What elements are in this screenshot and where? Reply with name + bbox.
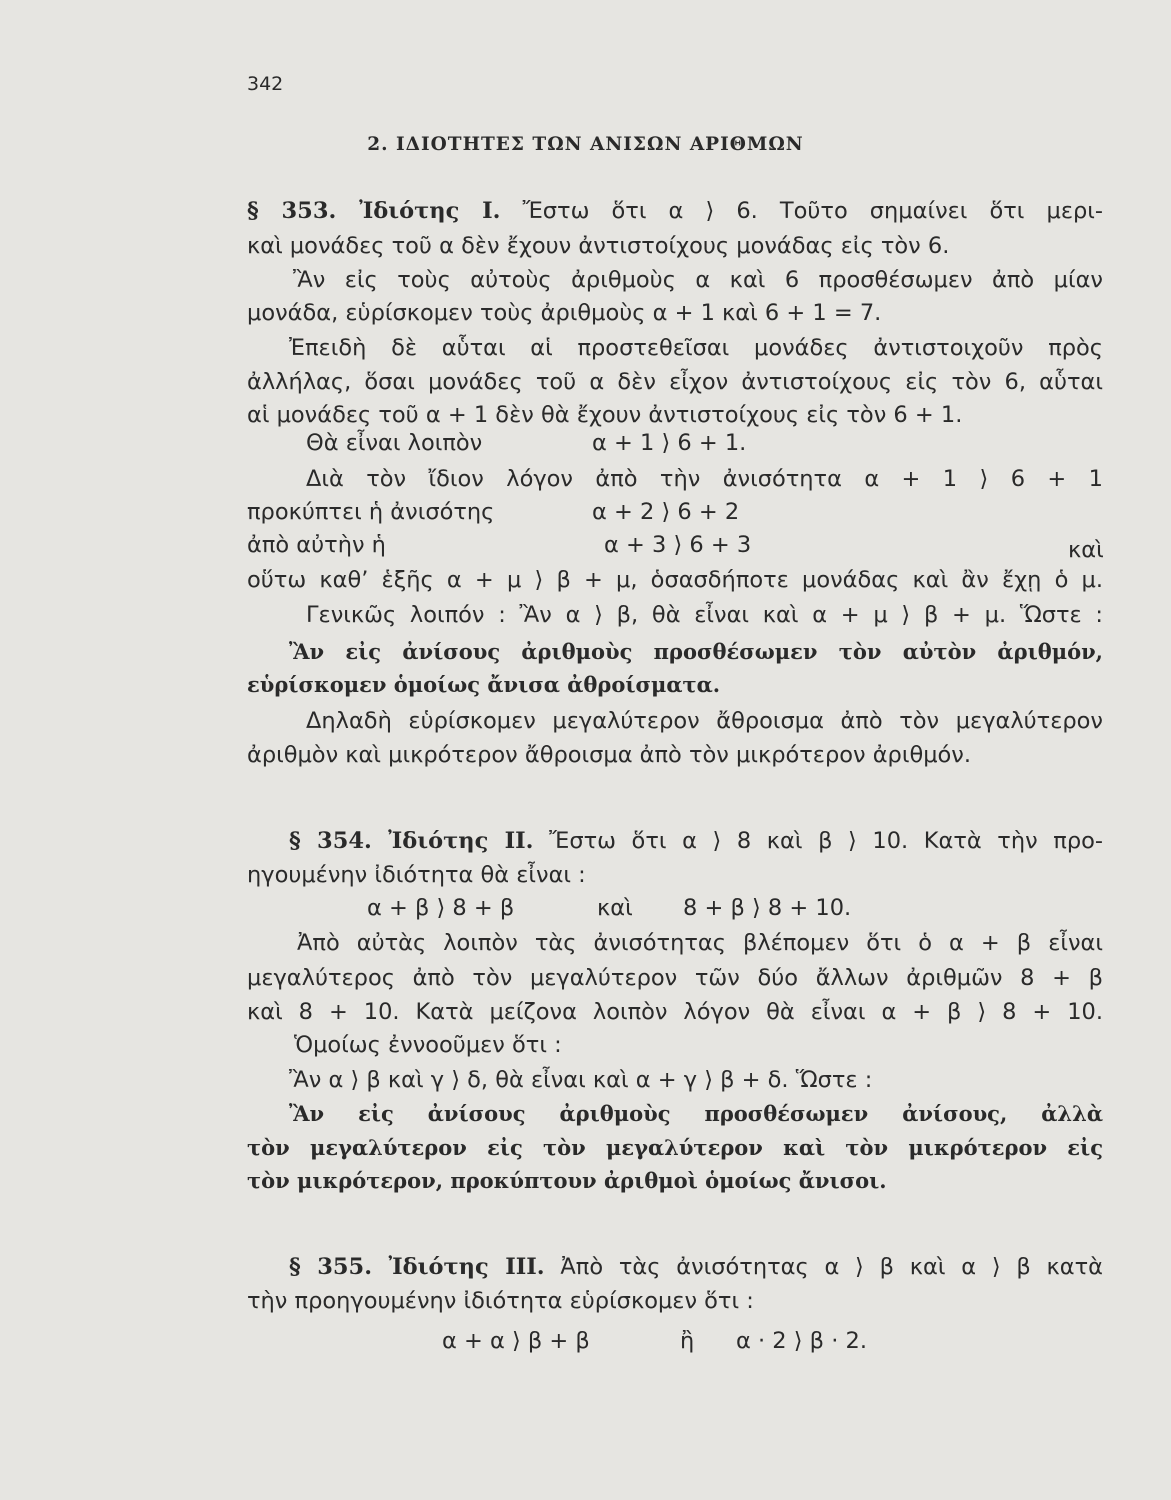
paragraph-353-line: Δηλαδὴ εὑρίσκομεν μεγαλύτερον ἄθροισμα ἀπὸ τὸν μεγαλύτερον (306, 708, 1103, 734)
paragraph-355-line: ἢ (680, 1328, 695, 1354)
paragraph-353-line: Ἂν εἰς τοὺς αὐτοὺς ἀριθμοὺς α καὶ 6 προσθέσωμεν ἀπὸ μίαν (293, 267, 1103, 293)
inequality-formula: α · 2 ⟩ β · 2. (736, 1328, 867, 1354)
paragraph-353-line: καὶ (1068, 537, 1104, 563)
rule-statement-353: εὑρίσκομεν ὁμοίως ἄνισα ἀθροίσματα. (247, 672, 721, 697)
paragraph-355-line: § 355. Ἰδιότης III. Ἀπὸ τὰς ἀνισότητας α ⟩ β καὶ α ⟩ β κατὰ (289, 1254, 1103, 1280)
inequality-formula: α + 2 ⟩ 6 + 2 (592, 499, 740, 525)
paragraph-353-line: ἀριθμὸν καὶ μικρότερον ἄθροισμα ἀπὸ τὸν μικρότερον ἀριθμόν. (247, 742, 972, 768)
section-heading: 2. ΙΔΙΟΤΗΤΕΣ ΤΩΝ ΑΝΙΣΩΝ ΑΡΙΘΜΩΝ (367, 134, 804, 155)
paragraph-354-line: ηγουμένην ἰδιότητα θὰ εἶναι : (247, 862, 586, 888)
paragraph-353-line: Διὰ τὸν ἴδιον λόγον ἀπὸ τὴν ἀνισότητα α + 1 ⟩ 6 + 1 (306, 466, 1103, 492)
paragraph-354-line: Ἀπὸ αὐτὰς λοιπὸν τὰς ἀνισότητας βλέπομεν ὅτι ὁ α + β εἶναι (297, 930, 1103, 956)
paragraph-353-line: προκύπτει ἡ ἀνισότης (247, 499, 495, 525)
rule-statement-354: τὸν μικρότερον, προκύπτουν ἀριθμοὶ ὁμοίως ἄνισοι. (247, 1168, 887, 1193)
inequality-formula: α + 1 ⟩ 6 + 1. (592, 430, 747, 456)
rule-statement-354: Ἂν εἰς ἀνίσους ἀριθμοὺς προσθέσωμεν ἀνίσους, ἀλλὰ (289, 1101, 1103, 1126)
inequality-formula: 8 + β ⟩ 8 + 10. (683, 895, 852, 921)
paragraph-354-line: μεγαλύτερος ἀπὸ τὸν μεγαλύτερον τῶν δύο ἄλλων ἀριθμῶν 8 + β (247, 965, 1103, 991)
paragraph-354-line: Ἂν α ⟩ β καὶ γ ⟩ δ, θὰ εἶναι καὶ α + γ ⟩ β + δ. Ὥστε : (289, 1067, 873, 1093)
paragraph-353-line: § 353. Ἰδιότης I. Ἔστω ὅτι α ⟩ 6. Τοῦτο σημαίνει ὅτι μερι- (247, 198, 1104, 224)
paragraph-355-line: τὴν προηγουμένην ἰδιότητα εὑρίσκομεν ὅτι : (247, 1288, 754, 1314)
rule-statement-353: Ἂν εἰς ἀνίσους ἀριθμοὺς προσθέσωμεν τὸν αὐτὸν ἀριθμόν, (289, 639, 1103, 664)
rule-statement-354: τὸν μεγαλύτερον εἰς τὸν μεγαλύτερον καὶ τὸν μικρότερον εἰς (247, 1135, 1103, 1160)
paragraph-353-line: Θὰ εἶναι λοιπὸν (306, 430, 483, 456)
inequality-formula: α + β ⟩ 8 + β (367, 895, 515, 921)
paragraph-354-line: καὶ (597, 895, 633, 921)
paragraph-353-line: Ἐπειδὴ δὲ αὗται αἱ προστεθεῖσαι μονάδες ἀντιστοιχοῦν πρὸς (289, 335, 1103, 361)
paragraph-353-line: ἀπὸ αὐτὴν ἡ (247, 532, 386, 558)
page-number: 342 (247, 73, 284, 95)
paragraph-353-line: ἀλλήλας, ὅσαι μονάδες τοῦ α δὲν εἶχον ἀντιστοίχους εἰς τὸν 6, αὗται (247, 369, 1103, 395)
inequality-formula: α + α ⟩ β + β (442, 1328, 590, 1354)
paragraph-353-line: καὶ μονάδες τοῦ α δὲν ἔχουν ἀντιστοίχους μονάδας εἰς τὸν 6. (247, 233, 950, 259)
paragraph-354-line: καὶ 8 + 10. Κατὰ μείζονα λοιπὸν λόγον θὰ εἶναι α + β ⟩ 8 + 10. (247, 999, 1103, 1025)
paragraph-354-line: § 354. Ἰδιότης II. Ἔστω ὅτι α ⟩ 8 καὶ β ⟩ 10. Κατὰ τὴν προ- (289, 828, 1103, 854)
section-label-355: § 355. Ἰδιότης III. (289, 1254, 545, 1280)
paragraph-353-line: Γενικῶς λοιπόν : Ἂν α ⟩ β, θὰ εἶναι καὶ α + μ ⟩ β + μ. Ὥστε : (306, 602, 1103, 628)
inequality-formula: α + 3 ⟩ 6 + 3 (604, 532, 752, 558)
paragraph-353-line: μονάδα, εὑρίσκομεν τοὺς ἀριθμοὺς α + 1 καὶ 6 + 1 = 7. (247, 300, 882, 326)
section-label-353: § 353. Ἰδιότης I. (247, 198, 501, 224)
section-label-354: § 354. Ἰδιότης II. (289, 828, 534, 854)
paragraph-353-line: οὕτω καθ’ ἑξῆς α + μ ⟩ β + μ, ὁσασδήποτε μονάδας καὶ ἂν ἔχῃ ὁ μ. (247, 567, 1103, 593)
paragraph-354-line: Ὁμοίως ἐννοοῦμεν ὅτι : (294, 1032, 562, 1058)
paragraph-353-line: αἱ μονάδες τοῦ α + 1 δὲν θὰ ἔχουν ἀντιστοίχους εἰς τὸν 6 + 1. (247, 402, 963, 428)
